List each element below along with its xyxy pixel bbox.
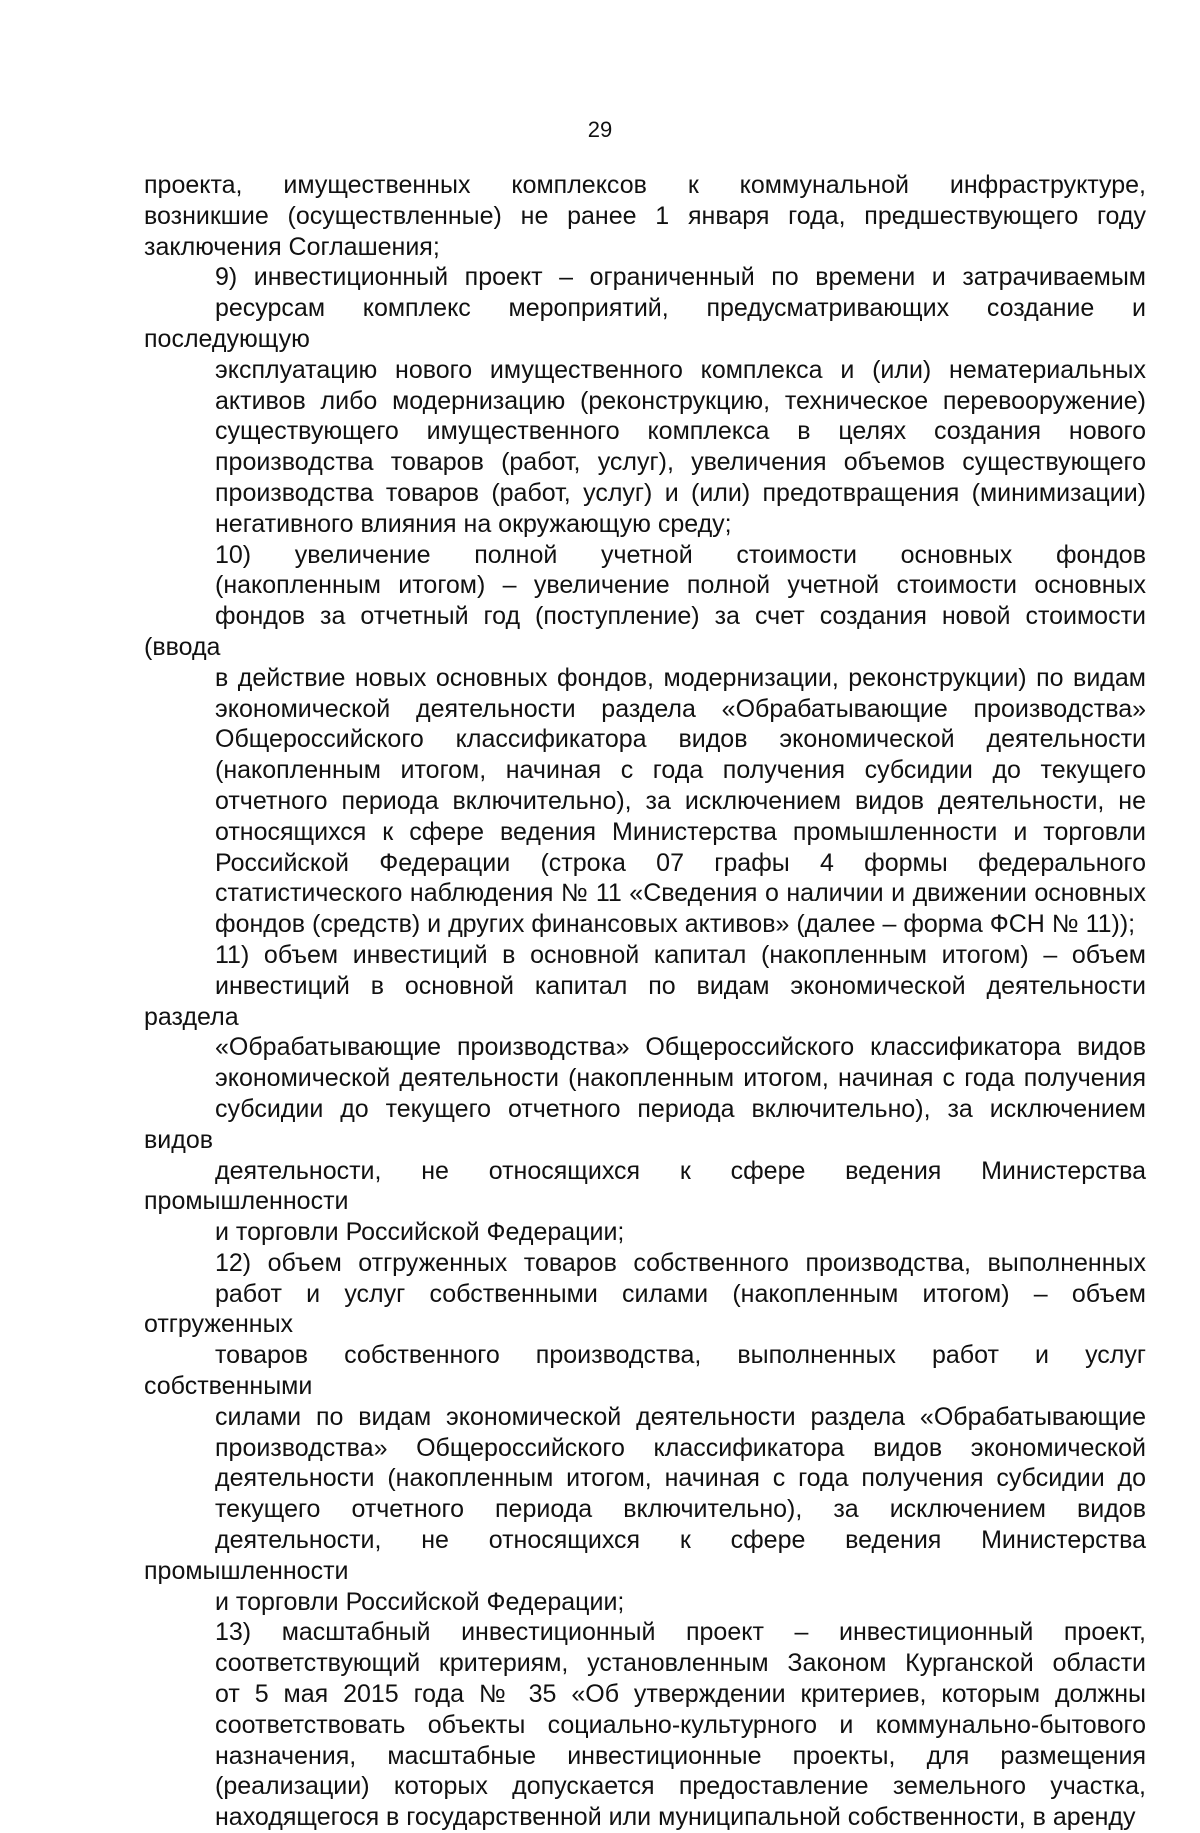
text-line: текущего отчетного периода включительно), за исключением видов: [215, 1495, 1146, 1524]
text-line: деятельности, не относящихся к сфере ведения Министерства промышленности: [144, 1156, 1146, 1216]
text-line: 13) масштабный инвестиционный проект – инвестиционный проект,: [215, 1618, 1146, 1647]
text-line: работ и услуг собственными силами (накопленным итогом) – объем отгруженных: [144, 1279, 1146, 1339]
text-line: 12) объем отгруженных товаров собственного производства, выполненных: [215, 1248, 1146, 1277]
text-line: субсидии до текущего отчетного периода включительно), за исключением видов: [144, 1094, 1146, 1154]
text-line: находящегося в государственной или муниципальной собственности, в аренду: [215, 1803, 1136, 1832]
text-line: Российской Федерации (строка 07 графы 4 формы федерального: [215, 848, 1146, 877]
text-line: и торговли Российской Федерации;: [215, 1587, 625, 1616]
text-line: существующего имущественного комплекса в целях создания нового: [215, 417, 1146, 446]
text-line: товаров собственного производства, выполненных работ и услуг собственными: [144, 1341, 1146, 1401]
text-line: деятельности, не относящихся к сфере ведения Министерства промышленности: [144, 1526, 1146, 1585]
paragraph: [144, 1248, 1146, 1618]
text-line: производства товаров (работ, услуг) и (или) предотвращения (минимизации): [215, 478, 1146, 507]
paragraph: [144, 940, 1146, 1248]
text-line: негативного влияния на окружающую среду;: [215, 509, 732, 538]
text-line: экономической деятельности (накопленным итогом, начиная с года получения: [215, 1064, 1146, 1093]
text-line: (реализации) которых допускается предоставление земельного участка,: [215, 1772, 1146, 1801]
text-line: 10) увеличение полной учетной стоимости основных фондов: [215, 540, 1146, 569]
text-line: экономической деятельности раздела «Обрабатывающие производства»: [215, 694, 1146, 723]
text-line: заключения Соглашения;: [144, 232, 440, 261]
text-line: соответствующий критериям, установленным Законом Курганской области: [215, 1649, 1146, 1678]
text-line: и торговли Российской Федерации;: [215, 1218, 625, 1247]
text-line: 11) объем инвестиций в основной капитал (накопленным итогом) – объем: [215, 940, 1146, 969]
text-line: от 5 мая 2015 года № 35 «Об утверждении критериев, которым должны: [215, 1680, 1146, 1709]
text-line: Общероссийского классификатора видов экономической деятельности: [215, 725, 1146, 754]
text-line: относящихся к сфере ведения Министерства промышленности и торговли: [215, 817, 1146, 846]
text-line: ресурсам комплекс мероприятий, предусматривающих создание и последующую: [144, 294, 1146, 353]
text-line: проекта, имущественных комплексов к коммунальной инфраструктуре,: [144, 171, 1146, 199]
text-line: фондов за отчетный год (поступление) за счет создания новой стоимости (ввода: [144, 602, 1146, 661]
paragraph: [144, 170, 1146, 262]
text-line: отчетного периода включительно), за исключением видов деятельности, не: [215, 786, 1146, 815]
text-line: фондов (средств) и других финансовых активов» (далее – форма ФСН № 11));: [215, 910, 1136, 939]
text-line: активов либо модернизацию (реконструкцию, техническое перевооружение): [215, 386, 1146, 415]
text-line: статистического наблюдения № 11 «Сведения о наличии и движении основных: [215, 879, 1146, 908]
text-line: (накопленным итогом, начиная с года получения субсидии до текущего: [215, 756, 1146, 785]
text-line: (накопленным итогом) – увеличение полной учетной стоимости основных: [215, 571, 1146, 600]
text-line: силами по видам экономической деятельности раздела «Обрабатывающие: [215, 1402, 1146, 1431]
text-line: инвестиций в основной капитал по видам экономической деятельности раздела: [144, 971, 1146, 1031]
text-line: возникшие (осуществленные) не ранее 1 января года, предшествующего году: [144, 201, 1146, 230]
text-line: эксплуатацию нового имущественного комплекса и (или) нематериальных: [215, 355, 1146, 384]
paragraph: [144, 540, 1146, 940]
text-line: назначения, масштабные инвестиционные проекты, для размещения: [215, 1741, 1146, 1770]
paragraph: [144, 262, 1146, 539]
text-line: 9) инвестиционный проект – ограниченный по времени и затрачиваемым: [215, 263, 1146, 292]
text-line: соответствовать объекты социально-культурного и коммунально-бытового: [215, 1710, 1146, 1739]
page-number: 29: [587, 117, 613, 142]
text-line: в действие новых основных фондов, модернизации, реконструкции) по видам: [215, 663, 1146, 692]
text-line: деятельности (накопленным итогом, начиная с года получения субсидии до: [215, 1464, 1146, 1493]
text-line: производства товаров (работ, услуг), увеличения объемов существующего: [215, 448, 1146, 477]
text-line: производства» Общероссийского классификатора видов экономической: [215, 1433, 1146, 1462]
paragraph: [144, 1617, 1146, 1833]
document-body: [144, 170, 1146, 1833]
text-line: «Обрабатывающие производства» Общероссийского классификатора видов: [215, 1033, 1146, 1062]
